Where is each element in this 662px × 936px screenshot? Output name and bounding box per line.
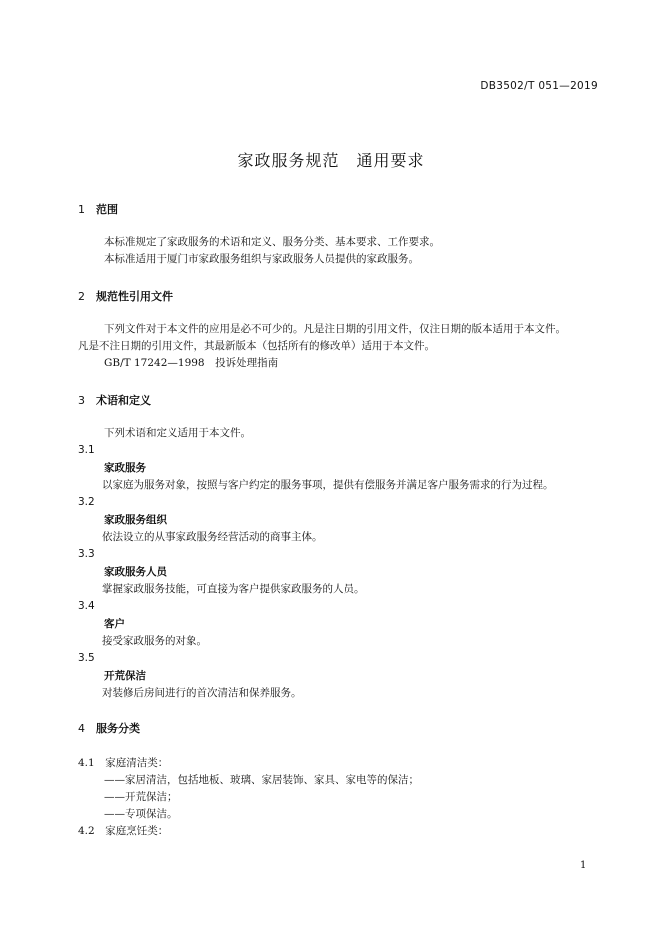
section-number: 2 — [78, 290, 85, 303]
paragraph: 下列术语和定义适用于本文件。 — [104, 427, 251, 439]
paragraph: 下列文件对于本文件的应用是必不可少的。凡是注日期的引用文件，仅注日期的版本适用于本文件。 — [104, 323, 566, 335]
section-heading-1 — [78, 201, 118, 217]
section-number: 4 — [78, 722, 85, 735]
list-item: ——专项保洁。 — [104, 808, 178, 820]
section-title: 范围 — [96, 203, 118, 216]
term-number: 3.4 — [78, 600, 95, 612]
term-definition: 依法设立的从事家政服务经营活动的商事主体。 — [102, 531, 323, 543]
section-number: 3 — [78, 394, 85, 407]
list-item: ——家居清洁，包括地板、玻璃、家居装饰、家具、家电等的保洁； — [104, 774, 419, 786]
term-definition: 接受家政服务的对象。 — [102, 635, 207, 647]
section-title: 服务分类 — [96, 722, 140, 735]
term-name: 家政服务组织 — [104, 514, 167, 526]
term-definition: 对装修后房间进行的首次清洁和保养服务。 — [102, 687, 302, 699]
list-item: ——开荒保洁； — [104, 791, 178, 803]
term-name: 家政服务 — [104, 462, 146, 474]
paragraph-continuation: 凡是不注日期的引用文件，其最新版本（包括所有的修改单）适用于本文件。 — [78, 340, 435, 352]
term-number: 3.1 — [78, 444, 95, 456]
normative-reference: GB/T 17242—1998 投诉处理指南 — [104, 357, 279, 369]
term-number: 3.2 — [78, 496, 95, 508]
section-heading-4 — [78, 720, 140, 736]
term-name: 客户 — [104, 618, 125, 630]
section-title: 术语和定义 — [96, 394, 151, 407]
term-number: 3.3 — [78, 548, 95, 560]
section-title: 规范性引用文件 — [96, 290, 173, 303]
term-name: 家政服务人员 — [104, 566, 167, 578]
document-number: DB3502/T 051—2019 — [480, 80, 598, 92]
document-title: 家政服务规范 通用要求 — [237, 151, 425, 170]
term-number: 3.5 — [78, 652, 95, 664]
paragraph: 本标准规定了家政服务的术语和定义、服务分类、基本要求、工作要求。 — [104, 236, 440, 248]
subclause: 4.1 家庭清洁类： — [78, 757, 169, 769]
subclause: 4.2 家庭烹饪类： — [78, 825, 169, 837]
section-heading-2 — [78, 288, 173, 304]
paragraph: 本标准适用于厦门市家政服务组织与家政服务人员提供的家政服务。 — [104, 253, 419, 265]
term-definition: 掌握家政服务技能，可直接为客户提供家政服务的人员。 — [102, 583, 365, 595]
page-number: 1 — [580, 860, 587, 871]
term-definition: 以家庭为服务对象，按照与客户约定的服务事项，提供有偿服务并满足客户服务需求的行为过程。 — [102, 479, 554, 491]
section-heading-3 — [78, 392, 151, 408]
section-number: 1 — [78, 203, 85, 216]
term-name: 开荒保洁 — [104, 670, 146, 682]
